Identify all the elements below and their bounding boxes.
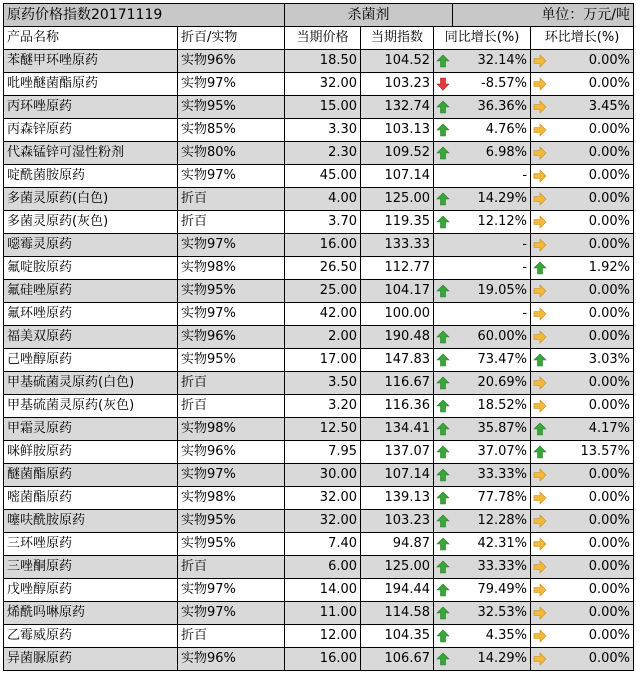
up-arrow-icon (434, 395, 453, 418)
right-arrow-icon (531, 119, 550, 142)
spec-cell: 实物97% (178, 579, 285, 602)
index-cell: 190.48 (361, 326, 434, 349)
price-cell: 3.50 (285, 372, 361, 395)
price-index-sheet (3, 3, 633, 671)
spec-cell: 实物98% (178, 487, 285, 510)
yoy-cell: - (453, 234, 531, 257)
price-cell: 2.30 (285, 142, 361, 165)
price-cell: 16.00 (285, 234, 361, 257)
mom-cell: 0.00% (550, 188, 634, 211)
table-row (4, 441, 634, 464)
table-row (4, 234, 634, 257)
yoy-cell: 32.53% (453, 602, 531, 625)
price-cell: 32.00 (285, 73, 361, 96)
spec-cell: 折百 (178, 188, 285, 211)
index-cell: 147.83 (361, 349, 434, 372)
up-arrow-icon (434, 510, 453, 533)
yoy-cell: 79.49% (453, 579, 531, 602)
up-arrow-icon (434, 648, 453, 671)
product-name: 三唑酮原药 (4, 556, 178, 579)
yoy-cell: 4.35% (453, 625, 531, 648)
price-cell: 11.00 (285, 602, 361, 625)
mom-cell: 0.00% (550, 50, 634, 73)
product-name: 三环唑原药 (4, 533, 178, 556)
right-arrow-icon (531, 165, 550, 188)
product-name: 甲霜灵原药 (4, 418, 178, 441)
index-cell: 103.13 (361, 119, 434, 142)
yoy-cell: 12.28% (453, 510, 531, 533)
table-row (4, 119, 634, 142)
spec-cell: 实物85% (178, 119, 285, 142)
product-name: 代森锰锌可湿性粉剂 (4, 142, 178, 165)
price-cell: 14.00 (285, 579, 361, 602)
index-cell: 134.41 (361, 418, 434, 441)
mom-cell: 3.03% (550, 349, 634, 372)
product-name: 丙森锌原药 (4, 119, 178, 142)
table-row (4, 50, 634, 73)
spec-cell: 实物95% (178, 349, 285, 372)
product-name: 异菌脲原药 (4, 648, 178, 671)
right-arrow-icon (531, 372, 550, 395)
table-row (4, 349, 634, 372)
col-header-price: 当期价格 (285, 27, 361, 50)
price-cell: 12.00 (285, 625, 361, 648)
spec-cell: 折百 (178, 211, 285, 234)
price-cell: 26.50 (285, 257, 361, 280)
index-cell: 94.87 (361, 533, 434, 556)
yoy-cell: 33.33% (453, 464, 531, 487)
mom-cell: 0.00% (550, 533, 634, 556)
table-row (4, 556, 634, 579)
table-row (4, 464, 634, 487)
mom-cell: 0.00% (550, 165, 634, 188)
index-cell: 125.00 (361, 556, 434, 579)
right-arrow-icon (531, 326, 550, 349)
up-arrow-icon (434, 188, 453, 211)
yoy-cell: 60.00% (453, 326, 531, 349)
mom-cell: 0.00% (550, 487, 634, 510)
mom-cell: 0.00% (550, 142, 634, 165)
yoy-icon-empty (434, 234, 453, 257)
table-row (4, 73, 634, 96)
spec-cell: 实物96% (178, 50, 285, 73)
index-cell: 112.77 (361, 257, 434, 280)
right-arrow-icon (531, 648, 550, 671)
table-row (4, 211, 634, 234)
table-row (4, 142, 634, 165)
up-arrow-icon (434, 372, 453, 395)
right-arrow-icon (531, 96, 550, 119)
right-arrow-icon (531, 579, 550, 602)
table-row (4, 326, 634, 349)
price-cell: 16.00 (285, 648, 361, 671)
price-cell: 3.30 (285, 119, 361, 142)
yoy-cell: 73.47% (453, 349, 531, 372)
price-cell: 7.40 (285, 533, 361, 556)
right-arrow-icon (531, 602, 550, 625)
mom-cell: 0.00% (550, 464, 634, 487)
spec-cell: 实物95% (178, 280, 285, 303)
spec-cell: 实物96% (178, 326, 285, 349)
right-arrow-icon (531, 234, 550, 257)
category-label: 杀菌剂 (285, 4, 453, 27)
index-cell: 137.07 (361, 441, 434, 464)
product-name: 乙霉威原药 (4, 625, 178, 648)
index-cell: 104.52 (361, 50, 434, 73)
index-cell: 109.52 (361, 142, 434, 165)
right-arrow-icon (531, 142, 550, 165)
up-arrow-icon (434, 464, 453, 487)
mom-cell: 0.00% (550, 556, 634, 579)
price-cell: 32.00 (285, 510, 361, 533)
price-cell: 32.00 (285, 487, 361, 510)
spec-cell: 实物97% (178, 73, 285, 96)
yoy-cell: 33.33% (453, 556, 531, 579)
table-row (4, 510, 634, 533)
table-row (4, 280, 634, 303)
price-cell: 18.50 (285, 50, 361, 73)
yoy-cell: 14.29% (453, 648, 531, 671)
table-row (4, 165, 634, 188)
product-name: 己唑醇原药 (4, 349, 178, 372)
mom-cell: 0.00% (550, 303, 634, 326)
product-name: 福美双原药 (4, 326, 178, 349)
col-header-spec: 折百/实物 (178, 27, 285, 50)
up-arrow-icon (434, 625, 453, 648)
table-row (4, 602, 634, 625)
mom-cell: 0.00% (550, 211, 634, 234)
mom-cell: 13.57% (550, 441, 634, 464)
price-cell: 45.00 (285, 165, 361, 188)
right-arrow-icon (531, 556, 550, 579)
product-name: 甲基硫菌灵原药(白色) (4, 372, 178, 395)
right-arrow-icon (531, 487, 550, 510)
yoy-icon-empty (434, 165, 453, 188)
spec-cell: 折百 (178, 372, 285, 395)
price-cell: 17.00 (285, 349, 361, 372)
mom-cell: 1.92% (550, 257, 634, 280)
mom-cell: 0.00% (550, 648, 634, 671)
yoy-cell: 6.98% (453, 142, 531, 165)
table-row (4, 487, 634, 510)
col-header-index: 当期指数 (361, 27, 434, 50)
table-row (4, 579, 634, 602)
mom-cell: 0.00% (550, 372, 634, 395)
price-cell: 3.20 (285, 395, 361, 418)
table-row (4, 418, 634, 441)
product-name: 甲基硫菌灵原药(灰色) (4, 395, 178, 418)
up-arrow-icon (531, 257, 550, 280)
index-cell: 104.35 (361, 625, 434, 648)
yoy-cell: -8.57% (453, 73, 531, 96)
mom-cell: 0.00% (550, 510, 634, 533)
spec-cell: 实物97% (178, 234, 285, 257)
product-name: 多菌灵原药(灰色) (4, 211, 178, 234)
up-arrow-icon (434, 96, 453, 119)
product-name: 戊唑醇原药 (4, 579, 178, 602)
price-cell: 42.00 (285, 303, 361, 326)
index-cell: 100.00 (361, 303, 434, 326)
up-arrow-icon (434, 326, 453, 349)
product-name: 咪鲜胺原药 (4, 441, 178, 464)
table-row (4, 648, 634, 671)
table-row (4, 257, 634, 280)
mom-cell: 0.00% (550, 234, 634, 257)
price-cell: 4.00 (285, 188, 361, 211)
price-cell: 30.00 (285, 464, 361, 487)
down-arrow-icon (434, 73, 453, 96)
spec-cell: 实物95% (178, 533, 285, 556)
mom-cell: 3.45% (550, 96, 634, 119)
yoy-cell: 18.52% (453, 395, 531, 418)
spec-cell: 实物95% (178, 96, 285, 119)
index-cell: 106.67 (361, 648, 434, 671)
product-name: 吡唑醚菌酯原药 (4, 73, 178, 96)
up-arrow-icon (434, 441, 453, 464)
product-name: 苯醚甲环唑原药 (4, 50, 178, 73)
up-arrow-icon (531, 441, 550, 464)
up-arrow-icon (434, 602, 453, 625)
product-name: 啶酰菌胺原药 (4, 165, 178, 188)
yoy-cell: 32.14% (453, 50, 531, 73)
right-arrow-icon (531, 303, 550, 326)
col-header-name: 产品名称 (4, 27, 178, 50)
table-row (4, 372, 634, 395)
index-cell: 107.14 (361, 464, 434, 487)
yoy-cell: - (453, 257, 531, 280)
up-arrow-icon (434, 487, 453, 510)
mom-cell: 4.17% (550, 418, 634, 441)
index-cell: 104.17 (361, 280, 434, 303)
spec-cell: 实物98% (178, 418, 285, 441)
yoy-cell: - (453, 165, 531, 188)
up-arrow-icon (434, 579, 453, 602)
yoy-cell: 36.36% (453, 96, 531, 119)
spec-cell: 实物96% (178, 441, 285, 464)
up-arrow-icon (434, 533, 453, 556)
index-cell: 116.36 (361, 395, 434, 418)
mom-cell: 0.00% (550, 73, 634, 96)
index-cell: 103.23 (361, 73, 434, 96)
spec-cell: 实物80% (178, 142, 285, 165)
table-row (4, 533, 634, 556)
up-arrow-icon (434, 119, 453, 142)
index-cell: 103.23 (361, 510, 434, 533)
up-arrow-icon (434, 418, 453, 441)
spec-cell: 实物97% (178, 464, 285, 487)
yoy-cell: 37.07% (453, 441, 531, 464)
sheet-title: 原药价格指数20171119 (4, 4, 285, 27)
right-arrow-icon (531, 280, 550, 303)
table-row (4, 625, 634, 648)
table-row (4, 303, 634, 326)
mom-cell: 0.00% (550, 602, 634, 625)
index-cell: 139.13 (361, 487, 434, 510)
yoy-cell: 77.78% (453, 487, 531, 510)
yoy-cell: 12.12% (453, 211, 531, 234)
right-arrow-icon (531, 464, 550, 487)
col-header-mom: 环比增长(%) (531, 27, 634, 50)
product-name: 烯酰吗啉原药 (4, 602, 178, 625)
spec-cell: 实物95% (178, 510, 285, 533)
title-row (4, 4, 634, 27)
product-name: 丙环唑原药 (4, 96, 178, 119)
index-cell: 116.67 (361, 372, 434, 395)
yoy-cell: 19.05% (453, 280, 531, 303)
spec-cell: 实物97% (178, 165, 285, 188)
right-arrow-icon (531, 625, 550, 648)
index-cell: 114.58 (361, 602, 434, 625)
product-name: 噻呋酰胺原药 (4, 510, 178, 533)
product-name: 氟环唑原药 (4, 303, 178, 326)
index-cell: 125.00 (361, 188, 434, 211)
mom-cell: 0.00% (550, 625, 634, 648)
up-arrow-icon (531, 418, 550, 441)
spec-cell: 实物98% (178, 257, 285, 280)
price-cell: 15.00 (285, 96, 361, 119)
mom-cell: 0.00% (550, 119, 634, 142)
product-name: 氟硅唑原药 (4, 280, 178, 303)
table-row (4, 395, 634, 418)
mom-cell: 0.00% (550, 280, 634, 303)
yoy-icon-empty (434, 257, 453, 280)
product-name: 多菌灵原药(白色) (4, 188, 178, 211)
price-cell: 2.00 (285, 326, 361, 349)
yoy-icon-empty (434, 303, 453, 326)
product-name: 嘧菌酯原药 (4, 487, 178, 510)
index-cell: 107.14 (361, 165, 434, 188)
product-name: 醚菌酯原药 (4, 464, 178, 487)
up-arrow-icon (434, 349, 453, 372)
index-cell: 133.33 (361, 234, 434, 257)
yoy-cell: 4.76% (453, 119, 531, 142)
right-arrow-icon (531, 50, 550, 73)
price-index-table (3, 3, 634, 671)
spec-cell: 折百 (178, 395, 285, 418)
price-cell: 7.95 (285, 441, 361, 464)
unit-label: 单位：万元/吨 (453, 4, 634, 27)
index-cell: 194.44 (361, 579, 434, 602)
table-row (4, 96, 634, 119)
index-cell: 119.35 (361, 211, 434, 234)
price-cell: 25.00 (285, 280, 361, 303)
right-arrow-icon (531, 510, 550, 533)
column-header-row (4, 27, 634, 50)
spec-cell: 折百 (178, 625, 285, 648)
spec-cell: 实物97% (178, 602, 285, 625)
col-header-yoy: 同比增长(%) (434, 27, 531, 50)
spec-cell: 折百 (178, 556, 285, 579)
up-arrow-icon (434, 50, 453, 73)
mom-cell: 0.00% (550, 326, 634, 349)
spec-cell: 实物96% (178, 648, 285, 671)
up-arrow-icon (531, 349, 550, 372)
up-arrow-icon (434, 280, 453, 303)
right-arrow-icon (531, 188, 550, 211)
product-name: 氟啶胺原药 (4, 257, 178, 280)
right-arrow-icon (531, 395, 550, 418)
right-arrow-icon (531, 533, 550, 556)
up-arrow-icon (434, 142, 453, 165)
spec-cell: 实物97% (178, 303, 285, 326)
product-name: 噁霉灵原药 (4, 234, 178, 257)
mom-cell: 0.00% (550, 579, 634, 602)
yoy-cell: 14.29% (453, 188, 531, 211)
table-row (4, 188, 634, 211)
right-arrow-icon (531, 211, 550, 234)
up-arrow-icon (434, 556, 453, 579)
yoy-cell: 35.87% (453, 418, 531, 441)
up-arrow-icon (434, 211, 453, 234)
yoy-cell: 42.31% (453, 533, 531, 556)
price-cell: 12.50 (285, 418, 361, 441)
price-cell: 3.70 (285, 211, 361, 234)
price-cell: 6.00 (285, 556, 361, 579)
mom-cell: 0.00% (550, 395, 634, 418)
yoy-cell: 20.69% (453, 372, 531, 395)
right-arrow-icon (531, 73, 550, 96)
yoy-cell: - (453, 303, 531, 326)
index-cell: 132.74 (361, 96, 434, 119)
